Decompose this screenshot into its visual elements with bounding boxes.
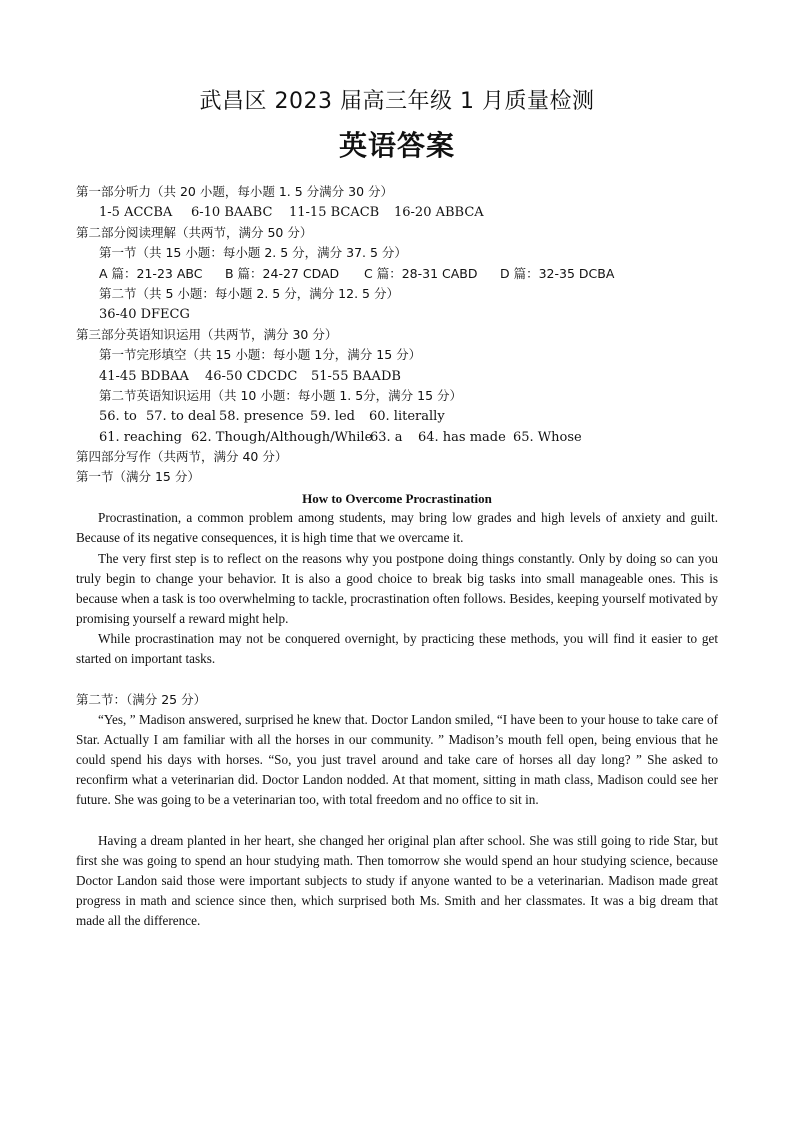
- answer-item: 65. Whose: [513, 430, 582, 445]
- part1-heading: 第一部分听力（共 20 小题，每小题 1. 5 分满分 30 分）: [76, 184, 394, 199]
- answer-group: 1-5 ACCBA: [99, 205, 173, 220]
- answer-group: 51-55 BAADB: [311, 369, 401, 384]
- part2-section2-heading: 第二节（共 5 小题：每小题 2. 5 分，满分 12. 5 分）: [99, 286, 399, 301]
- answer-item: 64. has made: [418, 430, 506, 445]
- answer-item: 59. led: [310, 409, 355, 424]
- part4-section1-heading: 第一节（满分 15 分）: [76, 469, 200, 484]
- answer-item: 60. literally: [369, 409, 445, 424]
- part4-section2-heading: 第二节：（满分 25 分）: [76, 692, 207, 707]
- part3-heading: 第三部分英语知识运用（共两节，满分 30 分）: [76, 327, 338, 342]
- answer-group: 41-45 BDBAA: [99, 369, 189, 384]
- answer-item: 63. a: [370, 430, 403, 445]
- essay1-paragraph: Procrastination, a common problem among students, may bring low grades and high levels of anxiety and guilt. Because of its negative consequences, it is high time that we overcame it.: [76, 510, 718, 546]
- answer-group: 6-10 BAABC: [191, 205, 273, 220]
- essay-title: How to Overcome Procrastination: [302, 491, 492, 506]
- answer-item: 58. presence: [219, 409, 304, 424]
- answer-item: 62. Though/Although/While: [191, 430, 373, 445]
- answer-group: 11-15 BCACB: [289, 205, 380, 220]
- part4-heading: 第四部分写作（共两节，满分 40 分）: [76, 449, 288, 464]
- page-title: 武昌区 2023 届高三年级 1 月质量检测: [199, 89, 595, 114]
- part2-section1-heading: 第一节（共 15 小题：每小题 2. 5 分，满分 37. 5 分）: [99, 245, 407, 260]
- answer-group: 16-20 ABBCA: [394, 205, 484, 220]
- answer-group: A 篇：21-23 ABC: [99, 266, 203, 281]
- answer-item: 57. to deal: [146, 409, 216, 424]
- part3-section2-heading: 第二节英语知识运用（共 10 小题：每小题 1. 5分，满分 15 分）: [99, 388, 463, 403]
- essay2-paragraph: “Yes, ” Madison answered, surprised he knew that. Doctor Landon smiled, “I have been to your house to take care of Star. Actually I am familiar with all the horses in our community. ” Madison’s mouth fell open, being envious that he could spend his days with horses. “So, you just travel around and take care of horses all day long? ” She asked to reconfirm what a veterinarian did. Doctor Landon nodded. At that moment, sitting in math class, Madison could see her future. She was going to be a veterinarian too, with total freedom and no office to sit in.: [76, 712, 718, 808]
- answer-group: C 篇：28-31 CABD: [364, 266, 478, 281]
- answer-item: 61. reaching: [99, 430, 182, 445]
- answer-item: 56. to: [99, 409, 137, 424]
- part2-heading: 第二部分阅读理解（共两节，满分 50 分）: [76, 225, 313, 240]
- essay2-paragraph: Having a dream planted in her heart, she changed her original plan after school. She was still going to ride Star, but first she was going to spend an hour studying math. Then tomorrow she would spend an hour studying science, because Doctor Landon said those were important subjects to study if anyone wanted to be a veterinarian. Madison made great progress in math and science since then, which surprised both Ms. Smith and her classmates. It was a big dream that made all the difference.: [76, 833, 718, 929]
- part2-section2-answers: 36-40 DFECG: [99, 307, 190, 322]
- answer-group: B 篇：24-27 CDAD: [225, 266, 340, 281]
- part3-section1-heading: 第一节完形填空（共 15 小题：每小题 1分，满分 15 分）: [99, 347, 422, 362]
- answer-group: D 篇：32-35 DCBA: [500, 266, 615, 281]
- answer-group: 46-50 CDCDC: [205, 369, 298, 384]
- page-subtitle: 英语答案: [338, 129, 455, 162]
- essay1-paragraph: While procrastination may not be conquered overnight, by practicing these methods, you will find it easier to get started on important tasks.: [76, 631, 718, 667]
- essay1-paragraph: The very first step is to reflect on the reasons why you postpone doing things constantly. Only by doing so can you truly begin to change your behavior. It is also a good choice to break big tasks into small manageable ones. This is because when a task is too overwhelming to tackle, procrastination often follows. Besides, keeping yourself motivated by promising yourself a reward might help.: [76, 551, 718, 627]
